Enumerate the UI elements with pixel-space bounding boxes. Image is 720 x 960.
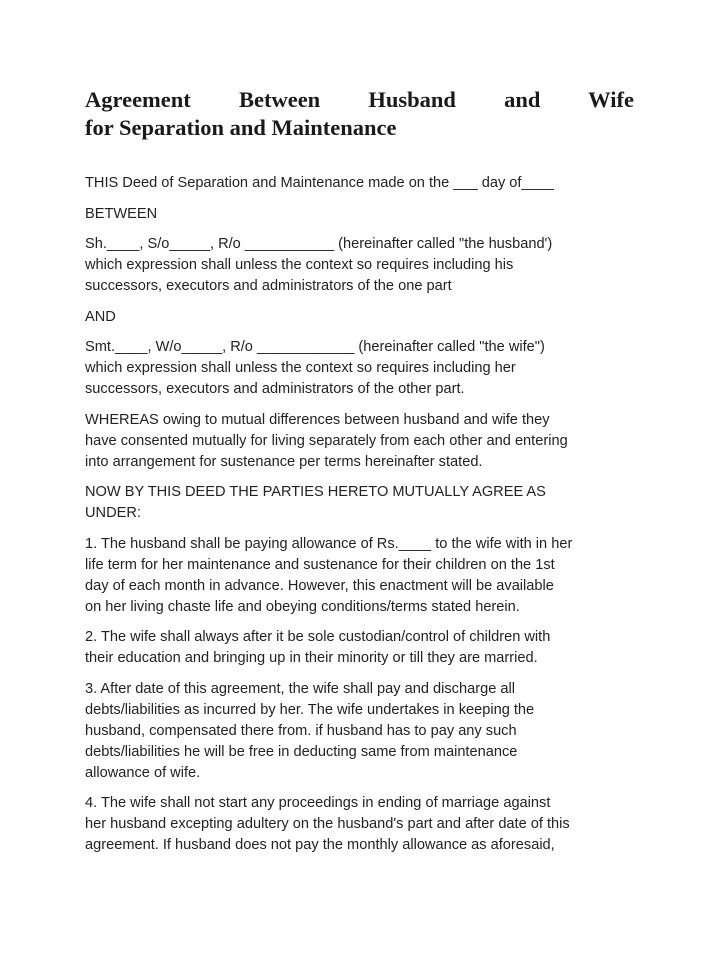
text-line: successors, executors and administrators of the other part. bbox=[85, 381, 465, 397]
paragraph bbox=[85, 482, 645, 524]
paragraph bbox=[85, 410, 645, 473]
text-line: successors, executors and administrators of the one part bbox=[85, 278, 452, 294]
text-line: UNDER: bbox=[85, 505, 141, 521]
text-line: BETWEEN bbox=[85, 205, 158, 222]
document-title bbox=[85, 86, 634, 142]
title-line-1: Agreement Between Husband and Wife bbox=[85, 87, 634, 112]
paragraph bbox=[85, 173, 645, 194]
paragraph bbox=[85, 679, 645, 784]
text-line: have consented mutually for living separately from each other and entering bbox=[85, 432, 568, 449]
paragraph bbox=[85, 534, 645, 618]
text-line: which expression shall unless the context so requires including his bbox=[85, 257, 514, 273]
text-line: which expression shall unless the context so requires including her bbox=[85, 360, 516, 376]
text-line: debts/liabilities as incurred by her. The wife undertakes in keeping the bbox=[85, 701, 535, 718]
text-line: 2. The wife shall always after it be sole custodian/control of children with bbox=[85, 629, 551, 645]
paragraph bbox=[85, 204, 645, 225]
text-line: their education and bringing up in their minority or till they are married. bbox=[85, 650, 538, 666]
paragraph bbox=[85, 234, 645, 297]
paragraph bbox=[85, 307, 645, 328]
paragraph bbox=[85, 627, 645, 669]
text-line: life term for her maintenance and sustenance for their children on the 1st bbox=[85, 556, 555, 573]
text-line: debts/liabilities he will be free in deducting same from maintenance bbox=[85, 743, 518, 760]
paragraph bbox=[85, 337, 645, 400]
title-line-2: for Separation and Maintenance bbox=[85, 115, 397, 140]
text-line: 1. The husband shall be paying allowance of Rs.____ to the wife with in her bbox=[85, 535, 573, 552]
text-line: agreement. If husband does not pay the monthly allowance as aforesaid, bbox=[85, 837, 555, 853]
text-line: NOW BY THIS DEED THE PARTIES HERETO MUTUALLY AGREE AS bbox=[85, 484, 546, 500]
text-line: 3. After date of this agreement, the wife shall pay and discharge all bbox=[85, 680, 515, 697]
text-line: into arrangement for sustenance per terms hereinafter stated. bbox=[85, 453, 483, 470]
text-line: THIS Deed of Separation and Maintenance made on the ___ day of____ bbox=[85, 175, 554, 191]
text-line: Smt.____, W/o_____, R/o ____________ (hereinafter called "the wife") bbox=[85, 339, 545, 355]
text-line: husband, compensated there from. if husband has to pay any such bbox=[85, 722, 517, 739]
text-line: 4. The wife shall not start any proceedings in ending of marriage against bbox=[85, 795, 551, 811]
text-line: AND bbox=[85, 308, 116, 325]
text-line: day of each month in advance. However, this enactment will be available bbox=[85, 577, 554, 594]
text-line: WHEREAS owing to mutual differences between husband and wife they bbox=[85, 411, 550, 428]
text-line: allowance of wife. bbox=[85, 764, 201, 781]
text-line: on her living chaste life and obeying conditions/terms stated herein. bbox=[85, 598, 520, 615]
text-line: Sh.____, S/o_____, R/o ___________ (hereinafter called "the husband') bbox=[85, 236, 553, 252]
document-body bbox=[85, 173, 645, 866]
text-line: her husband excepting adultery on the husband's part and after date of this bbox=[85, 816, 570, 832]
paragraph bbox=[85, 793, 645, 856]
